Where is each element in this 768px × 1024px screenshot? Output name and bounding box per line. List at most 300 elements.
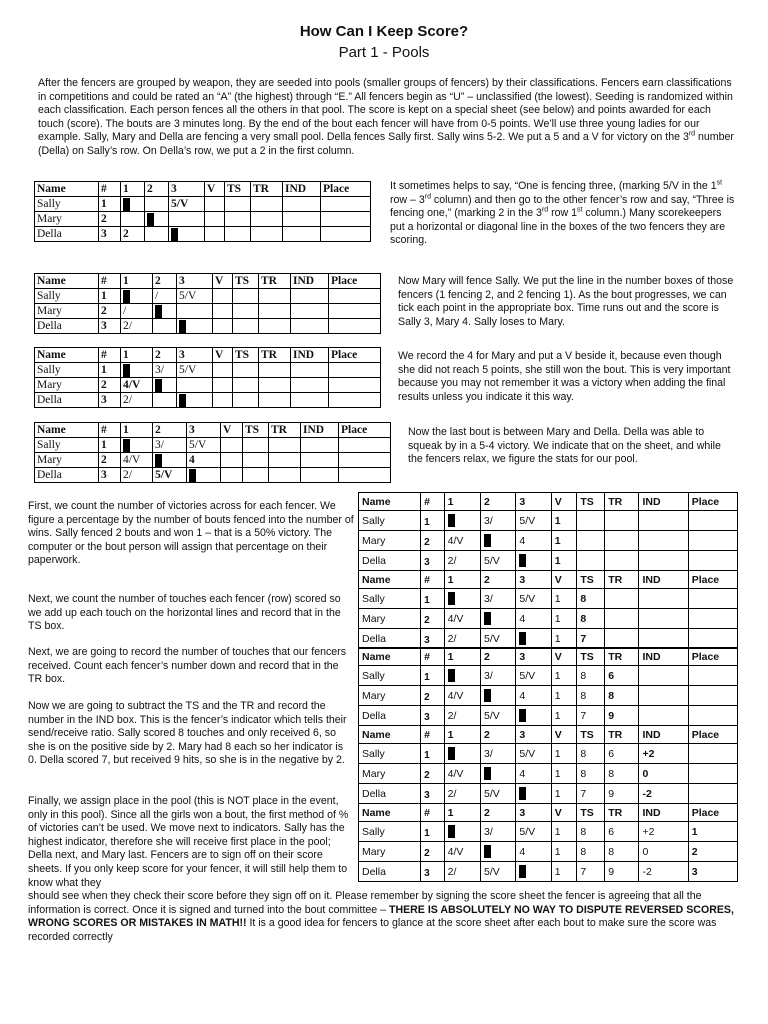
table-row: [359, 666, 738, 686]
tr-cell: [259, 319, 291, 334]
fencer-name: Della: [35, 468, 99, 483]
victories-cell: [205, 212, 225, 227]
ind-cell: [283, 227, 321, 242]
header-place: Place: [688, 648, 737, 666]
note-sup: rd: [424, 193, 431, 201]
header-col-2: 2: [153, 423, 187, 438]
ind-cell: [639, 609, 688, 629]
victories-cell: [213, 378, 233, 393]
ts-cell: 7: [577, 706, 605, 726]
ind-cell: [301, 438, 339, 453]
fencer-name: Della: [35, 227, 99, 242]
fencer-name: Mary: [35, 453, 99, 468]
ts-cell: [225, 197, 251, 212]
closing-paragraph: [28, 890, 740, 944]
bout-cell: 5/V: [516, 511, 551, 531]
place-cell: [329, 289, 381, 304]
place-cell: [688, 764, 737, 784]
fencer-number: 2: [421, 764, 445, 784]
header-place: Place: [329, 348, 381, 363]
header-indicator: IND: [301, 423, 339, 438]
bout-cell: 5/V: [153, 468, 187, 483]
header-indicator: IND: [291, 274, 329, 289]
ind-cell: -2: [639, 784, 688, 804]
bout-cell: 3/: [481, 666, 516, 686]
v-cell: 1: [551, 511, 577, 531]
tr-cell: [251, 212, 283, 227]
bout-cell: 4/V: [444, 686, 480, 706]
bout-cell: 3/: [481, 511, 516, 531]
blocked-cell: [516, 551, 551, 571]
score-sheet-step-3: [34, 347, 381, 408]
step-note-4: Now the last bout is between Mary and Della. Della was able to squeak by in a 5-4 victory. We indicate that on the sheet, and while the fencers relax, we figure the stats for our pool.: [408, 426, 721, 466]
v-cell: 1: [551, 686, 577, 706]
place-cell: [329, 363, 381, 378]
victories-cell: [221, 468, 243, 483]
ind-cell: 0: [639, 842, 688, 862]
bout-cell: [145, 197, 169, 212]
v-cell: 1: [551, 706, 577, 726]
header-col-2: 2: [153, 348, 177, 363]
ind-cell: +2: [639, 744, 688, 764]
victories-cell: [205, 227, 225, 242]
tr-cell: [259, 378, 291, 393]
page-subtitle: Part 1 - Pools: [338, 44, 430, 61]
table-row: [359, 629, 738, 649]
header-col-2: 2: [481, 726, 516, 744]
blocked-cell: [121, 363, 153, 378]
tr-cell: [269, 468, 301, 483]
bout-cell: 4/V: [444, 531, 480, 551]
table-row: [35, 289, 381, 304]
tr-cell: 9: [605, 706, 639, 726]
header-col-2: 2: [481, 571, 516, 589]
page-title: How Can I Keep Score?: [299, 23, 469, 40]
tr-cell: [259, 393, 291, 408]
tr-cell: 6: [605, 666, 639, 686]
header-touches-received: TR: [605, 648, 639, 666]
note-text: column) and then go to the other fencer’s row and say, “Three is fencing one,” (marking 2 in the 3: [390, 193, 735, 220]
table-row: [35, 468, 391, 483]
fencer-name: Sally: [359, 822, 421, 842]
table-row: [35, 319, 381, 334]
score-sheet-step-4: [34, 422, 391, 483]
victories-cell: [205, 197, 225, 212]
place-cell: [329, 378, 381, 393]
fencer-number: 1: [99, 438, 121, 453]
header-col-3: 3: [177, 274, 213, 289]
header-indicator: IND: [291, 348, 329, 363]
header-touches-received: TR: [605, 571, 639, 589]
fencer-number: 1: [99, 197, 121, 212]
fencer-name: Sally: [359, 744, 421, 764]
stats-paragraph-ts: Next, we count the number of touches each fencer (row) scored so we add up each touch on the horizontal lines and record that in the TS box.: [28, 593, 341, 633]
table-row: [359, 609, 738, 629]
ind-cell: [291, 393, 329, 408]
v-cell: 1: [551, 822, 577, 842]
fencer-name: Sally: [359, 589, 421, 609]
bout-cell: 4: [516, 531, 551, 551]
score-sheet-stats-5: [358, 803, 738, 882]
header-touches-received: TR: [605, 493, 639, 511]
victories-cell: [213, 304, 233, 319]
ind-cell: [301, 453, 339, 468]
fencer-number: 1: [99, 289, 121, 304]
table-row: [359, 862, 738, 882]
step-note-1: [390, 180, 735, 248]
victories-cell: [213, 393, 233, 408]
table-row: [35, 393, 381, 408]
v-cell: 1: [551, 744, 577, 764]
fencer-number: 3: [421, 706, 445, 726]
bout-cell: 3/: [481, 589, 516, 609]
fencer-number: 2: [421, 686, 445, 706]
fencer-name: Della: [35, 319, 99, 334]
header-number: #: [99, 274, 121, 289]
table-row: [359, 511, 738, 531]
ind-cell: [639, 511, 688, 531]
ts-cell: 7: [577, 629, 605, 649]
bout-cell: 2/: [444, 706, 480, 726]
header-col-1: 1: [121, 348, 153, 363]
bout-cell: 2/: [444, 784, 480, 804]
header-col-1: 1: [444, 804, 480, 822]
fencer-name: Mary: [359, 686, 421, 706]
place-cell: [329, 393, 381, 408]
place-cell: [688, 551, 737, 571]
ts-cell: 7: [577, 862, 605, 882]
header-name: Name: [359, 804, 421, 822]
header-number: #: [99, 423, 121, 438]
bout-cell: 5/V: [516, 666, 551, 686]
blocked-cell: [169, 227, 205, 242]
header-name: Name: [35, 182, 99, 197]
header-indicator: IND: [639, 804, 688, 822]
fencer-number: 1: [421, 666, 445, 686]
fencer-name: Della: [359, 551, 421, 571]
header-col-3: 3: [516, 648, 551, 666]
ts-cell: 8: [577, 589, 605, 609]
ind-cell: [291, 304, 329, 319]
fencer-number: 3: [99, 227, 121, 242]
ind-cell: [291, 363, 329, 378]
blocked-cell: [153, 453, 187, 468]
blocked-cell: [121, 197, 145, 212]
table-row: [35, 304, 381, 319]
header-touches-received: TR: [259, 348, 291, 363]
fencer-number: 2: [421, 842, 445, 862]
header-col-2: 2: [153, 274, 177, 289]
tr-cell: 9: [605, 862, 639, 882]
bout-cell: 5/V: [516, 822, 551, 842]
ts-cell: [243, 468, 269, 483]
header-touches-scored: TS: [577, 493, 605, 511]
header-victories: V: [213, 348, 233, 363]
place-cell: [321, 227, 371, 242]
ind-cell: [639, 531, 688, 551]
fencer-name: Sally: [35, 289, 99, 304]
ts-cell: 8: [577, 822, 605, 842]
blocked-cell: [177, 319, 213, 334]
place-cell: [321, 212, 371, 227]
bout-cell: 4/V: [444, 764, 480, 784]
header-col-1: 1: [444, 726, 480, 744]
tr-cell: [259, 363, 291, 378]
fencer-number: 1: [421, 744, 445, 764]
fencer-number: 2: [99, 378, 121, 393]
blocked-cell: [145, 212, 169, 227]
header-col-3: 3: [516, 571, 551, 589]
tr-cell: [605, 609, 639, 629]
place-cell: 1: [688, 822, 737, 842]
header-indicator: IND: [639, 726, 688, 744]
ts-cell: [233, 363, 259, 378]
ind-cell: [283, 212, 321, 227]
bout-cell: 5/V: [177, 289, 213, 304]
header-name: Name: [35, 274, 99, 289]
victories-cell: [213, 363, 233, 378]
intro-paragraph: [38, 77, 738, 159]
score-sheet-stats-2: [358, 570, 738, 649]
fencer-number: 3: [421, 862, 445, 882]
table-row: [359, 822, 738, 842]
fencer-name: Della: [35, 393, 99, 408]
blocked-cell: [481, 531, 516, 551]
tr-cell: [269, 453, 301, 468]
blocked-cell: [177, 393, 213, 408]
place-cell: [688, 686, 737, 706]
header-indicator: IND: [283, 182, 321, 197]
bout-cell: [169, 212, 205, 227]
header-col-3: 3: [177, 348, 213, 363]
fencer-number: 3: [421, 551, 445, 571]
header-col-1: 1: [444, 571, 480, 589]
header-place: Place: [329, 274, 381, 289]
step-note-3: We record the 4 for Mary and put a V beside it, because even though she did not reach 5 points, she still won the bout. This is very important because you may not remember it was a victory when adding the final results unless you indicate it this way.: [398, 350, 731, 403]
fencer-number: 2: [421, 609, 445, 629]
header-name: Name: [359, 648, 421, 666]
fencer-name: Mary: [359, 764, 421, 784]
bout-cell: [177, 304, 213, 319]
bout-cell: 2/: [444, 862, 480, 882]
ts-cell: [243, 453, 269, 468]
score-sheet-stats-1: [358, 492, 738, 571]
bout-cell: 5/V: [169, 197, 205, 212]
ts-cell: [225, 212, 251, 227]
fencer-number: 1: [421, 589, 445, 609]
fencer-name: Mary: [359, 609, 421, 629]
header-victories: V: [221, 423, 243, 438]
header-name: Name: [359, 493, 421, 511]
v-cell: 1: [551, 784, 577, 804]
header-col-1: 1: [444, 493, 480, 511]
bout-cell: 5/V: [481, 784, 516, 804]
ts-cell: [233, 393, 259, 408]
blocked-cell: [187, 468, 221, 483]
ts-cell: 8: [577, 842, 605, 862]
blocked-cell: [444, 589, 480, 609]
header-place: Place: [688, 571, 737, 589]
blocked-cell: [481, 686, 516, 706]
ind-cell: [639, 666, 688, 686]
fencer-name: Mary: [35, 212, 99, 227]
tr-cell: [269, 438, 301, 453]
bout-cell: 4: [516, 842, 551, 862]
place-cell: [321, 197, 371, 212]
ts-cell: [577, 551, 605, 571]
header-name: Name: [35, 348, 99, 363]
header-victories: V: [213, 274, 233, 289]
blocked-cell: [516, 706, 551, 726]
fencer-name: Mary: [359, 842, 421, 862]
ind-cell: 0: [639, 764, 688, 784]
closing-text-2: It is a good idea for fencers to glance at the score sheet after each bout to make sure the score was recorded correctly: [28, 917, 717, 943]
v-cell: 1: [551, 666, 577, 686]
stats-paragraph-victories: First, we count the number of victories across for each fencer. We figure a percentage by the number of bouts fenced into the number of wins. Sally fenced 2 bouts and won 1 – that is a 50% victory. The computer or the bout person will assign that percentage on their paperwork.: [28, 500, 354, 567]
bout-cell: /: [121, 304, 153, 319]
note-text: row 1: [548, 207, 578, 220]
intro-text-2: number (Della) on Sally’s row. On Della’s row, we put a 2 in the first column.: [38, 131, 734, 157]
ind-cell: [639, 629, 688, 649]
header-col-1: 1: [121, 274, 153, 289]
tr-cell: 8: [605, 764, 639, 784]
v-cell: 1: [551, 531, 577, 551]
ts-cell: 8: [577, 686, 605, 706]
header-place: Place: [688, 493, 737, 511]
tr-cell: [259, 289, 291, 304]
bout-cell: 4/V: [444, 842, 480, 862]
fencer-name: Mary: [35, 378, 99, 393]
bout-cell: [153, 393, 177, 408]
place-cell: [688, 666, 737, 686]
fencer-number: 1: [421, 511, 445, 531]
blocked-cell: [121, 438, 153, 453]
place-cell: [688, 589, 737, 609]
fencer-name: Sally: [359, 666, 421, 686]
bout-cell: 3/: [153, 438, 187, 453]
bout-cell: 4: [516, 609, 551, 629]
table-row: [359, 531, 738, 551]
table-row: [359, 551, 738, 571]
header-col-3: 3: [187, 423, 221, 438]
bout-cell: [121, 212, 145, 227]
ts-cell: 8: [577, 744, 605, 764]
ts-cell: 8: [577, 764, 605, 784]
ts-cell: [233, 289, 259, 304]
v-cell: 1: [551, 764, 577, 784]
blocked-cell: [121, 289, 153, 304]
place-cell: [339, 468, 391, 483]
score-sheet-step-1: [34, 181, 371, 242]
tr-cell: [251, 197, 283, 212]
place-cell: [688, 784, 737, 804]
stats-paragraph-tr: Next, we are going to record the number of touches that our fencers received. Count each fencer’s number down and record that in the TR box.: [28, 646, 346, 686]
header-place: Place: [321, 182, 371, 197]
bout-cell: 2/: [121, 468, 153, 483]
fencer-number: 3: [421, 784, 445, 804]
blocked-cell: [153, 378, 177, 393]
fencer-name: Della: [359, 706, 421, 726]
fencer-number: 3: [99, 393, 121, 408]
fencer-number: 1: [421, 822, 445, 842]
bout-cell: 2/: [121, 319, 153, 334]
tr-cell: [605, 589, 639, 609]
bout-cell: 2/: [444, 551, 480, 571]
intro-text: After the fencers are grouped by weapon, they are seeded into pools (smaller groups of fencers) by their classifications. Fencers earn classifications in competitions and could be rated an “A” (the highest) through “E.” All fencers begin as “U” – unclassified (the lowest). Seeding is randomized within each classification. Each person fences all the others in that pool. The score is kept on a special sheet (see below) and points awarded for each touch (score). The bouts are 3 minutes long. By the end of the bout each fencer will have from 0-5 points. We’ll use three young ladies for our example. Sally, Mary and Della are fencing a very small pool. Della fences Sally first. Sally wins 5-2. We put a 5 and a V for victory on the 3: [38, 77, 733, 144]
bout-cell: 5/V: [481, 862, 516, 882]
victories-cell: [221, 438, 243, 453]
score-sheet-stats-4: [358, 725, 738, 804]
header-touches-scored: TS: [243, 423, 269, 438]
table-row: [359, 686, 738, 706]
blocked-cell: [516, 862, 551, 882]
v-cell: 1: [551, 842, 577, 862]
fencer-name: Sally: [35, 438, 99, 453]
ind-cell: [283, 197, 321, 212]
place-cell: 2: [688, 842, 737, 862]
place-cell: [688, 609, 737, 629]
bout-cell: 2/: [444, 629, 480, 649]
header-number: #: [421, 804, 445, 822]
place-cell: [688, 706, 737, 726]
tr-cell: [605, 531, 639, 551]
header-touches-scored: TS: [233, 274, 259, 289]
table-row: [35, 453, 391, 468]
victories-cell: [213, 289, 233, 304]
header-touches-scored: TS: [577, 726, 605, 744]
ind-cell: [301, 468, 339, 483]
tr-cell: 6: [605, 822, 639, 842]
v-cell: 1: [551, 862, 577, 882]
header-indicator: IND: [639, 648, 688, 666]
header-number: #: [99, 182, 121, 197]
table-row: [35, 212, 371, 227]
note-sup: rd: [541, 206, 549, 214]
bout-cell: /: [153, 289, 177, 304]
table-row: [359, 744, 738, 764]
blocked-cell: [481, 842, 516, 862]
bout-cell: 5/V: [481, 629, 516, 649]
header-col-1: 1: [444, 648, 480, 666]
bout-cell: 5/V: [481, 551, 516, 571]
table-row: [35, 378, 381, 393]
bout-cell: 5/V: [481, 706, 516, 726]
header-indicator: IND: [639, 571, 688, 589]
fencer-number: 2: [99, 453, 121, 468]
tr-cell: 6: [605, 744, 639, 764]
fencer-number: 2: [99, 212, 121, 227]
ts-cell: 7: [577, 784, 605, 804]
bout-cell: 5/V: [187, 438, 221, 453]
bout-cell: 3/: [153, 363, 177, 378]
note-sup: st: [716, 179, 723, 187]
ind-cell: [639, 551, 688, 571]
place-cell: [339, 453, 391, 468]
ts-cell: [233, 304, 259, 319]
header-place: Place: [688, 804, 737, 822]
v-cell: 1: [551, 551, 577, 571]
bout-cell: 5/V: [177, 363, 213, 378]
place-cell: [329, 319, 381, 334]
ts-cell: [577, 511, 605, 531]
stats-paragraph-ind: Now we are going to subtract the TS and the TR and record the number in the IND box. This is the fencer’s indicator which tells their send/receive ratio. Sally scored 8 touches and only received 6, so she is on the positive side by 2. Mary had 8 each so her indicator is 0. Della scored 7, but received 9 hits, so she is in the negative by 2.: [28, 700, 347, 767]
note-text: It sometimes helps to say, “One is fencing three, (marking 5/V in the 1: [390, 180, 717, 192]
fencer-number: 3: [99, 319, 121, 334]
header-victories: V: [205, 182, 225, 197]
tr-cell: [605, 629, 639, 649]
bout-cell: 5/V: [516, 589, 551, 609]
header-col-1: 1: [121, 423, 153, 438]
